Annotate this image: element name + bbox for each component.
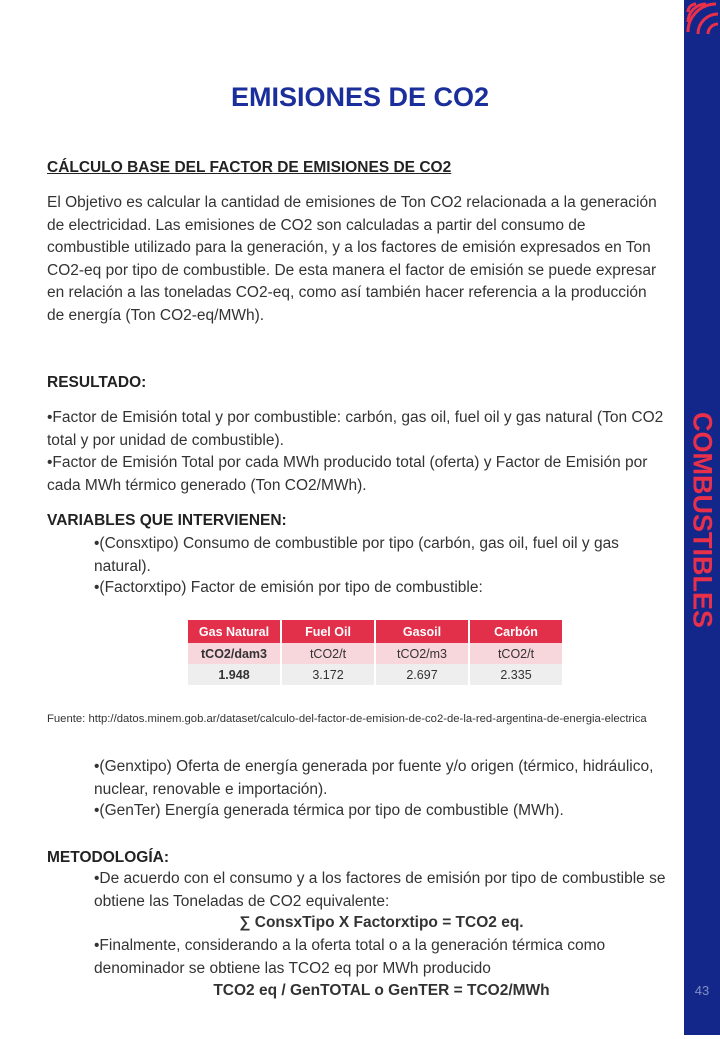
table-row: [188, 643, 562, 664]
table-row: [188, 664, 562, 685]
heading-metodologia: METODOLOGÍA:: [47, 849, 169, 866]
formula-2: [94, 980, 669, 1003]
brand-logo-icon: [686, 2, 718, 36]
metodologia-paragraph: •Finalmente, considerando a la oferta total o a la generación térmica como denominador se obtiene las TCO2 eq por MWh producido: [94, 937, 606, 977]
source-note: [47, 711, 657, 728]
emission-factor-table: [186, 620, 564, 685]
value-cell: 1.948: [188, 664, 280, 685]
col-header: Gasoil: [376, 620, 468, 643]
resultado-item: •Factor de Emisión Total por cada MWh producido total (oferta) y Factor de Emisión por cada MWh térmico generado (Ton CO2/MWh).: [47, 454, 648, 494]
value-cell: 2.697: [376, 664, 468, 685]
resultado-item: •Factor de Emisión total y por combustible: carbón, gas oil, fuel oil y gas natural (Ton CO2 total y por unidad de combustible).: [47, 409, 664, 449]
paragraph-objetivo: El Objetivo es calcular la cantidad de emisiones de Ton CO2 relacionada a la generación de electricidad. Las emisiones de CO2 son calculadas a partir del consumo de combustible utilizado para la generación, y a los factores de emisión expresados en Ton CO2-eq por tipo de combustible. De esta manera el factor de emisión se puede expresar en relación a las toneladas CO2-eq, como así también hacer referencia a la producción de energía (Ton CO2-eq/MWh).: [47, 194, 657, 324]
formula-1: [94, 912, 669, 935]
source-link[interactable]: http://datos.minem.gob.ar/dataset/calculo-del-factor-de-emision-de-co2-de-la-red-argentina-de-energia-electrica: [88, 713, 647, 725]
unit-cell: tCO2/m3: [376, 643, 468, 664]
heading-variables: VARIABLES QUE INTERVIENEN:: [47, 512, 287, 529]
value-cell: 2.335: [470, 664, 562, 685]
col-header: Carbón: [470, 620, 562, 643]
heading-calculo: CÁLCULO BASE DEL FACTOR DE EMISIONES DE CO2: [47, 159, 452, 176]
section-label: COMBUSTIBLES: [687, 412, 718, 628]
formula-text: ∑ ConsxTipo X Factorxtipo = TCO2 eq.: [239, 914, 524, 931]
variable-item: •(Consxtipo) Consumo de combustible por tipo (carbón, gas oil, fuel oil y gas natural).: [94, 535, 619, 575]
metodologia-paragraph: •De acuerdo con el consumo y a los factores de emisión por tipo de combustible se obtiene las Toneladas de CO2 equivalente:: [94, 870, 666, 910]
formula-text: TCO2 eq / GenTOTAL o GenTER = TCO2/MWh: [213, 982, 550, 999]
variable-item: •(Factorxtipo) Factor de emisión por tipo de combustible:: [94, 579, 483, 596]
page-number: 43: [694, 983, 710, 998]
value-cell: 3.172: [282, 664, 374, 685]
page-title: EMISIONES DE CO2: [230, 82, 490, 112]
variable-item: •(GenTer) Energía generada térmica por tipo de combustible (MWh).: [94, 802, 564, 819]
unit-cell: tCO2/t: [282, 643, 374, 664]
heading-resultado: RESULTADO:: [47, 374, 147, 391]
variable-item: •(Genxtipo) Oferta de energía generada por fuente y/o origen (térmico, hidráulico, nuclear, renovable e importación).: [94, 758, 654, 798]
col-header: Fuel Oil: [282, 620, 374, 643]
unit-cell: tCO2/dam3: [188, 643, 280, 664]
unit-cell: tCO2/t: [470, 643, 562, 664]
source-label: Fuente:: [47, 713, 89, 725]
col-header: Gas Natural: [188, 620, 280, 643]
